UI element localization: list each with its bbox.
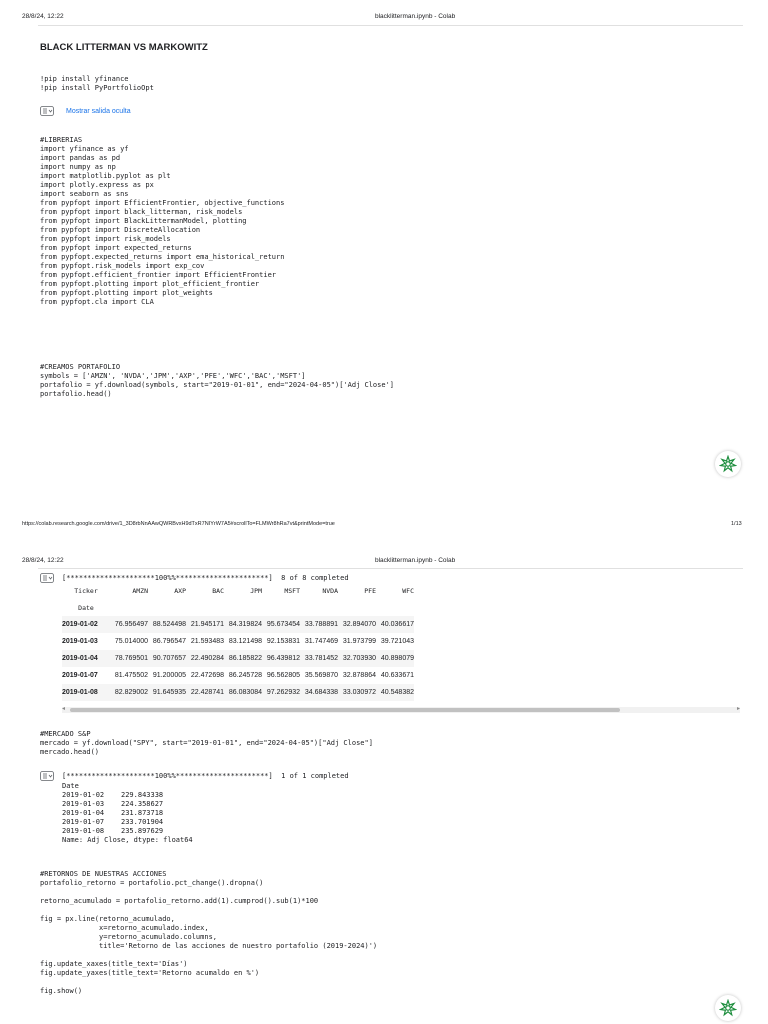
table-cell: 91.200005 (152, 672, 186, 679)
download-progress-output: [*********************100%%**********************] 8 of 8 completed (62, 574, 349, 582)
code-cell-portfolio[interactable]: #CREAMOS PORTAFOLIO symbols = ['AMZN', 'NVDA','JPM','AXP','PFE','WFC','BAC','MSFT'] portafolio = yf.download(symbols, start="2019-01-01", end="2024-04-05")['Adj Close'] portafolio.head() (40, 363, 395, 398)
table-row (62, 633, 414, 650)
table-cell: 75.014000 (114, 638, 148, 645)
table-cell: 86.185822 (224, 650, 262, 667)
index-name: Date (78, 603, 94, 612)
table-cell: 32.878864 (342, 672, 376, 679)
table-cell: 31.973799 (342, 638, 376, 645)
table-cell: 92.153831 (266, 638, 300, 645)
table-cell: 21.945171 (186, 616, 224, 633)
portfolio-head-table (62, 582, 414, 701)
table-cell: 33.781452 (300, 650, 338, 667)
column-header-pfe: PFE (364, 586, 376, 595)
row-date: 2019-01-02 (62, 616, 110, 633)
series-output: Date 2019-01-02 229.843338 2019-01-03 224.358627 2019-01-04 231.873718 2019-01-07 233.701904 2019-01-08 235.897629 Name: Adj Close, dtype: float64 (62, 782, 193, 844)
index-name-spacer (224, 599, 262, 616)
code-cell-returns[interactable]: #RETORNOS DE NUESTRAS ACCIONES portafolio_retorno = portafolio.pct_change().dropna() retorno_acumulado = portafolio_retorno.add(1).cumprod().sub(1)*100 fig = px.line(retorno_acumulado, x=retorno_acumulado.index, y=retorno_acumulado.columns, title='Retorno de las acciones de nuestro portafolio (2019-2024)') fig.update_xaxes(title_text='Días') fig.update_yaxes(title_text='Retorno acumaldo en %') fig.show() (40, 870, 378, 995)
table-horizontal-scrollbar[interactable] (62, 707, 740, 713)
index-name-spacer (338, 599, 376, 616)
table-cell: 39.721043 (380, 638, 414, 645)
table-cell: 33.788891 (300, 616, 338, 633)
table-cell: 83.121498 (228, 638, 262, 645)
index-name-spacer (110, 599, 148, 616)
gemini-spark-icon (719, 999, 737, 1017)
table-cell: 95.673454 (262, 616, 300, 633)
table-row (62, 650, 414, 667)
table-cell: 40.898079 (376, 650, 414, 667)
notebook-title: BLACK LITTERMAN VS MARKOWITZ (40, 42, 208, 53)
table-cell: 84.319824 (224, 616, 262, 633)
table-cell: 88.524498 (148, 616, 186, 633)
scroll-left-arrow-icon[interactable]: ◂ (62, 706, 66, 712)
table-cell: 31.747469 (304, 638, 338, 645)
index-name-spacer (300, 599, 338, 616)
output-toggle-icon[interactable] (40, 771, 54, 781)
row-date: 2019-01-03 (62, 638, 98, 645)
table-cell: 78.769501 (110, 650, 148, 667)
code-cell-install[interactable]: !pip install yfinance !pip install PyPortfolioOpt (40, 75, 154, 92)
code-cell-market[interactable]: #MERCADO S&P mercado = yf.download("SPY", start="2019-01-01", end="2024-04-05")["Adj Close"] mercado.head() (40, 730, 373, 756)
table-cell: 81.475502 (114, 672, 148, 679)
table-cell: 32.894070 (338, 616, 376, 633)
table-cell: 35.569870 (304, 672, 338, 679)
table-cell: 40.036617 (376, 616, 414, 633)
index-name-spacer (262, 599, 300, 616)
table-cell: 33.030972 (338, 684, 376, 701)
table-cell: 91.645935 (148, 684, 186, 701)
table-row (62, 684, 414, 701)
row-date: 2019-01-08 (62, 684, 110, 701)
index-name-spacer (148, 599, 186, 616)
column-header-jpm: JPM (250, 586, 262, 595)
table-cell: 40.633671 (380, 672, 414, 679)
table-header-row (62, 582, 414, 599)
row-date: 2019-01-04 (62, 650, 110, 667)
column-header-amzn: AMZN (132, 586, 148, 595)
hidden-output-row (40, 106, 131, 116)
column-header-wfc: WFC (402, 586, 414, 595)
scrollbar-thumb[interactable] (70, 708, 620, 712)
output-toggle-icon[interactable] (40, 573, 54, 583)
index-name-spacer (186, 599, 224, 616)
column-header-axp: AXP (174, 586, 186, 595)
column-index-label: Ticker (74, 586, 98, 595)
table-cell: 32.703930 (338, 650, 376, 667)
table-row (62, 667, 414, 684)
code-cell-imports[interactable]: #LIBRERIAS import yfinance as yf import pandas as pd import numpy as np import matplotlib.pyplot as plt import plotly.express as px import seaborn as sns from pypfopt import EfficientFrontier, objective_functions from pypfopt import black_litterman, risk_models from pypfopt import BlackLittermanModel, plotting from pypfopt import DiscreteAllocation from pypfopt import risk_models from pypfopt import expected_returns from pypfopt.expected_returns import ema_historical_return from pypfopt.risk_models import exp_cov from pypfopt.efficient_frontier import EfficientFrontier from pypfopt.plotting import plot_efficient_frontier from pypfopt.plotting import plot_weights from pypfopt.cla import CLA (40, 136, 285, 306)
header-divider (38, 25, 743, 26)
download-progress-output-2: [*********************100%%**********************] 1 of 1 completed (62, 772, 349, 780)
table-cell: 34.684338 (300, 684, 338, 701)
table-cell: 97.262932 (262, 684, 300, 701)
table-index-name-row (62, 599, 414, 616)
index-name-spacer (376, 599, 414, 616)
print-header-title-2: blacklitterman.ipynb - Colab (375, 557, 456, 564)
column-header-msft: MSFT (284, 586, 300, 595)
table-cell: 96.439812 (262, 650, 300, 667)
table-cell: 86.796547 (152, 638, 186, 645)
show-hidden-output-link[interactable]: Mostrar salida oculta (66, 107, 131, 115)
table-cell: 76.956497 (110, 616, 148, 633)
scroll-right-arrow-icon[interactable]: ▸ (736, 706, 740, 712)
column-header-nvda: NVDA (322, 586, 338, 595)
table-cell: 40.548382 (376, 684, 414, 701)
row-date: 2019-01-07 (62, 672, 98, 679)
table-cell: 22.428741 (186, 684, 224, 701)
print-footer-url: https://colab.research.google.com/drive/1_3D8rbNnAAwQWRBvxH9dTxR7NIYrW7A5#scrollTo=FLMWr8hRa7vt&printMode=true (22, 521, 335, 527)
table-cell: 22.490284 (186, 650, 224, 667)
table-cell: 90.707657 (148, 650, 186, 667)
print-footer-page: 1/13 (731, 521, 742, 527)
gemini-button[interactable] (715, 451, 741, 477)
gemini-button-2[interactable] (715, 995, 741, 1021)
table-row (62, 616, 414, 633)
print-header-title: blacklitterman.ipynb - Colab (375, 13, 456, 20)
column-header-bac: BAC (212, 586, 224, 595)
output-toggle-icon[interactable] (40, 106, 54, 116)
table-cell: 82.829002 (110, 684, 148, 701)
print-header-date-2: 28/8/24, 12:22 (22, 557, 64, 564)
table-cell: 96.562805 (266, 672, 300, 679)
dataframe-output (62, 582, 414, 701)
header-divider-2 (38, 568, 743, 569)
table-cell: 22.472698 (190, 672, 224, 679)
print-header-date: 28/8/24, 12:22 (22, 13, 64, 20)
gemini-spark-icon (719, 455, 737, 473)
table-cell: 86.245728 (228, 672, 262, 679)
table-cell: 21.593483 (190, 638, 224, 645)
table-cell: 86.083084 (224, 684, 262, 701)
